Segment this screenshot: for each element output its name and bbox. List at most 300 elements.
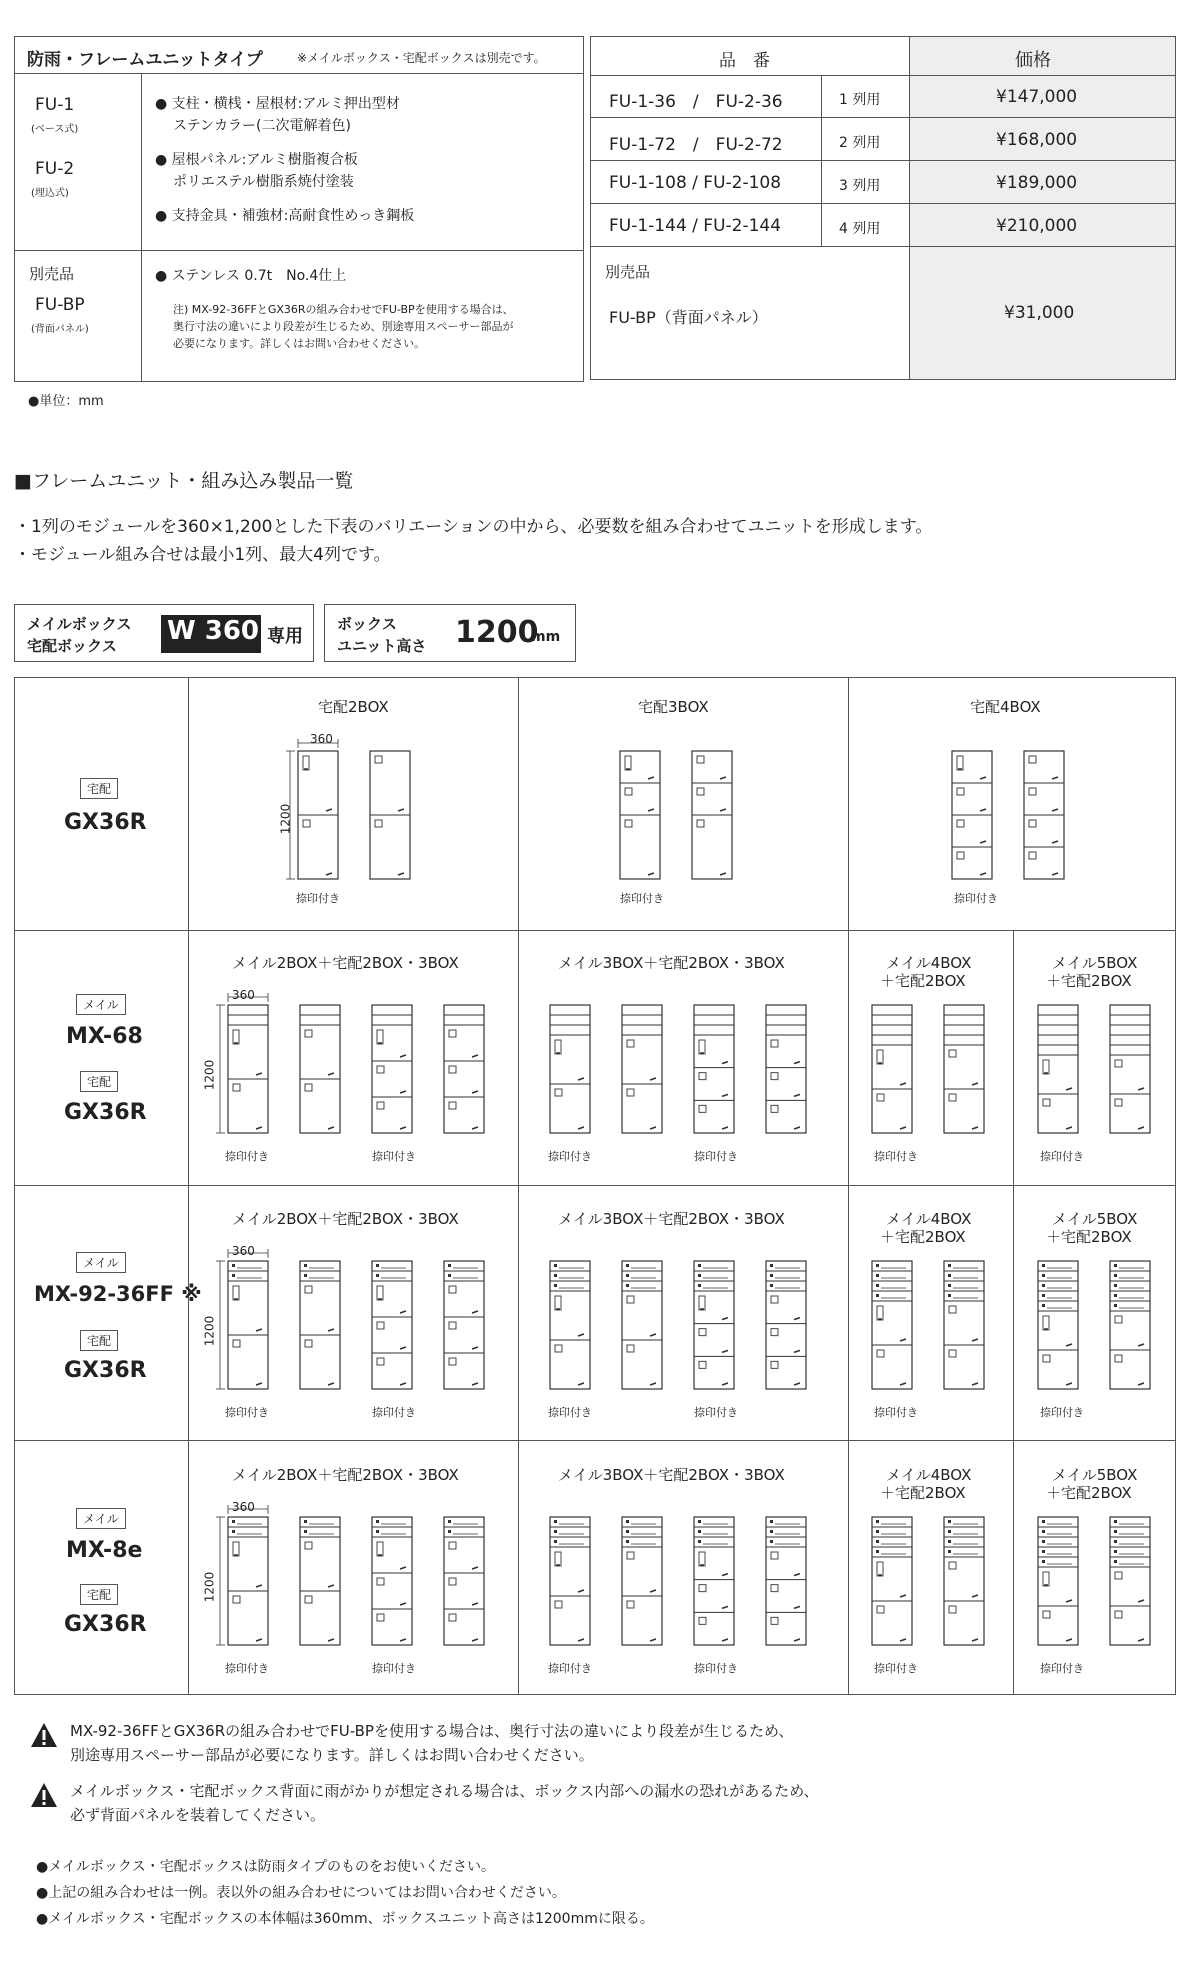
delivery-lock	[449, 1066, 456, 1073]
mail-slot	[770, 1284, 773, 1287]
mail-slot	[376, 1520, 379, 1523]
mail-slot	[876, 1264, 879, 1267]
mail-slot	[876, 1550, 879, 1553]
box-unit	[694, 1261, 734, 1389]
mail-slot	[554, 1284, 557, 1287]
price-option-model: FU-BP（背面パネル）	[609, 308, 768, 327]
box-unit	[694, 1005, 734, 1133]
delivery-lock	[305, 1030, 312, 1037]
delivery-lock	[627, 1040, 634, 1047]
box-unit	[228, 1517, 268, 1645]
delivery-lock	[375, 756, 382, 763]
product-name: GX36R	[64, 1358, 147, 1383]
delivery-lock	[699, 1040, 705, 1054]
delivery-lock	[555, 1345, 562, 1352]
combo-caption: メイル5BOX	[1052, 1466, 1138, 1484]
option-material: ● ステンレス 0.7t No.4仕上	[155, 268, 347, 284]
box-unit	[300, 1005, 340, 1133]
delivery-lock	[699, 1552, 705, 1566]
delivery-lock	[377, 1542, 383, 1556]
stamp-label: 捺印付き	[548, 1662, 592, 1675]
mail-slot	[1114, 1274, 1117, 1277]
mail-slot	[698, 1274, 701, 1277]
stamp-label: 捺印付き	[372, 1406, 416, 1419]
delivery-lock	[1115, 1316, 1122, 1323]
mail-slot	[698, 1520, 701, 1523]
delivery-lock	[449, 1030, 456, 1037]
mail-slot	[1042, 1274, 1045, 1277]
price-row-cols: 4 列用	[839, 221, 881, 237]
combo-caption: ＋宅配2BOX	[1046, 1484, 1132, 1502]
stamp-label: 捺印付き	[694, 1662, 738, 1675]
stamp-label: 捺印付き	[296, 892, 340, 905]
delivery-lock	[1115, 1060, 1122, 1067]
delivery-lock	[1029, 756, 1036, 763]
mail-slot	[1042, 1550, 1045, 1553]
box-unit	[622, 1005, 662, 1133]
delivery-lock	[1029, 788, 1036, 795]
delivery-lock	[949, 1606, 956, 1613]
delivery-lock	[697, 820, 704, 827]
badge-text: ユニット高さ	[337, 637, 427, 655]
stamp-label: 捺印付き	[874, 1662, 918, 1675]
delivery-lock	[877, 1562, 883, 1576]
delivery-lock	[949, 1306, 956, 1313]
delivery-lock	[1043, 1099, 1050, 1106]
delivery-lock	[555, 1089, 562, 1096]
footnote: ●メイルボックス・宅配ボックスは防雨タイプのものをお使いください。	[36, 1859, 495, 1875]
delivery-lock	[699, 1617, 706, 1624]
badge-text: メイルボックス	[27, 615, 132, 633]
dim-width-label: 360	[232, 1500, 255, 1514]
option-code: FU-BP	[35, 295, 85, 315]
price-option-price: ¥31,000	[1004, 303, 1075, 323]
delivery-lock	[377, 1578, 384, 1585]
warning-text: MX-92-36FFとGX36Rの組み合わせでFU-BPを使用する場合は、奥行寸法の違いにより段差が生じるため、	[70, 1722, 794, 1740]
delivery-lock	[699, 1361, 706, 1368]
mail-slot	[232, 1520, 235, 1523]
box-unit	[1110, 1005, 1150, 1133]
option-note: 奥行寸法の違いにより段差が生じるため、別途専用スペーサー部品が	[173, 320, 514, 333]
delivery-lock	[625, 756, 631, 770]
mail-slot	[1114, 1550, 1117, 1553]
price-row-price: ¥168,000	[996, 130, 1078, 150]
box-unit	[228, 1261, 268, 1389]
mail-slot	[626, 1530, 629, 1533]
delivery-lock	[1043, 1355, 1050, 1362]
delivery-lock	[377, 1030, 383, 1044]
mail-slot	[554, 1540, 557, 1543]
box-unit	[622, 1517, 662, 1645]
price-row-model: FU-1-144 / FU-2-144	[609, 216, 782, 236]
box-unit	[550, 1005, 590, 1133]
delivery-lock	[699, 1073, 706, 1080]
product-name: GX36R	[64, 1100, 147, 1125]
box-unit	[300, 1261, 340, 1389]
delivery-lock	[625, 820, 632, 827]
delivery-lock	[233, 1340, 240, 1347]
delivery-lock	[771, 1040, 778, 1047]
option-label: 別売品	[29, 265, 75, 283]
mail-slot	[626, 1274, 629, 1277]
mail-slot	[876, 1294, 879, 1297]
delivery-lock	[949, 1562, 956, 1569]
mail-slot	[698, 1284, 701, 1287]
delivery-lock	[233, 1542, 239, 1556]
price-option-label: 別売品	[605, 263, 651, 281]
model-code: FU-1	[35, 95, 75, 115]
material-item: ポリエステル樹脂系焼付塗装	[173, 174, 354, 190]
badge-only: 専用	[267, 626, 303, 647]
delivery-lock	[771, 1073, 778, 1080]
mail-slot	[770, 1530, 773, 1533]
delivery-lock	[555, 1296, 561, 1310]
warning-text: メイルボックス・宅配ボックス背面に雨がかりが想定される場合は、ボックス内部への漏水の恐れがあるため、	[70, 1782, 819, 1800]
delivery-lock	[449, 1286, 456, 1293]
box-unit	[694, 1517, 734, 1645]
delivery-lock	[957, 820, 964, 827]
mail-slot	[698, 1264, 701, 1267]
tag-delivery: 宅配	[80, 1071, 118, 1092]
mail-slot	[1042, 1284, 1045, 1287]
delivery-lock	[233, 1084, 240, 1091]
delivery-lock	[771, 1329, 778, 1336]
delivery-lock	[699, 1105, 706, 1112]
dim-width-label: 360	[232, 988, 255, 1002]
stamp-label: 捺印付き	[225, 1406, 269, 1419]
delivery-lock	[771, 1361, 778, 1368]
mail-slot	[1042, 1304, 1045, 1307]
mail-slot	[1114, 1284, 1117, 1287]
dim-width-label: 360	[310, 732, 333, 746]
delivery-lock	[627, 1089, 634, 1096]
price-row-cols: 3 列用	[839, 178, 881, 194]
warning-icon	[30, 1782, 58, 1808]
mail-slot	[554, 1530, 557, 1533]
price-row-cols: 2 列用	[839, 135, 881, 151]
mail-slot	[1114, 1520, 1117, 1523]
delivery-lock	[377, 1286, 383, 1300]
dim-height-label: 1200	[202, 1571, 217, 1603]
mail-slot	[626, 1284, 629, 1287]
option-sub: (背面パネル)	[31, 324, 89, 335]
delivery-lock	[625, 788, 632, 795]
footnote: ●上記の組み合わせは一例。表以外の組み合わせについてはお問い合わせください。	[36, 1885, 566, 1901]
combo-caption: メイル5BOX	[1052, 1210, 1138, 1228]
stamp-label: 捺印付き	[874, 1150, 918, 1163]
delivery-lock	[555, 1601, 562, 1608]
mail-slot	[232, 1264, 235, 1267]
badge-height: 1200	[455, 615, 539, 650]
mail-slot	[1114, 1264, 1117, 1267]
box-unit	[622, 1261, 662, 1389]
mail-slot	[1042, 1294, 1045, 1297]
product-name: MX-92-36FF ※	[34, 1282, 202, 1306]
warning-text: 必ず背面パネルを装着してください。	[70, 1806, 326, 1824]
stamp-label: 捺印付き	[225, 1662, 269, 1675]
delivery-lock	[1043, 1572, 1049, 1586]
mail-slot	[770, 1274, 773, 1277]
price-row-model: FU-1-36 / FU-2-36	[609, 92, 783, 112]
delivery-lock	[377, 1322, 384, 1329]
box-unit	[228, 1005, 268, 1133]
delivery-lock	[555, 1040, 561, 1054]
delivery-lock	[233, 1596, 240, 1603]
mail-slot	[554, 1274, 557, 1277]
delivery-lock	[771, 1296, 778, 1303]
material-item: ● 屋根パネル:アルミ樹脂複合板	[155, 152, 358, 168]
badge-text: 宅配ボックス	[27, 637, 117, 655]
delivery-lock	[1043, 1611, 1050, 1618]
option-note: 注) MX-92-36FFとGX36Rの組み合わせでFU-BPを使用する場合は、	[173, 303, 514, 316]
mail-slot	[948, 1264, 951, 1267]
option-note: 必要になります。詳しくはお問い合わせください。	[173, 337, 426, 350]
price-row-price: ¥210,000	[996, 216, 1078, 236]
delivery-lock	[305, 1596, 312, 1603]
combo-caption: ＋宅配2BOX	[1046, 972, 1132, 990]
spec-title-note: ※メイルボックス・宅配ボックスは別売です。	[297, 51, 546, 65]
mail-slot	[1114, 1540, 1117, 1543]
badge-unit: mm	[531, 629, 561, 645]
mail-slot	[948, 1294, 951, 1297]
delivery-lock	[957, 756, 963, 770]
delivery-lock	[949, 1050, 956, 1057]
price-row-model: FU-1-72 / FU-2-72	[609, 135, 783, 155]
product-name: MX-68	[66, 1024, 143, 1049]
combo-caption: ＋宅配2BOX	[880, 1228, 966, 1246]
delivery-lock	[305, 1286, 312, 1293]
delivery-lock	[697, 788, 704, 795]
delivery-lock	[449, 1358, 456, 1365]
stamp-label: 捺印付き	[372, 1150, 416, 1163]
mail-slot	[232, 1274, 235, 1277]
mail-slot	[376, 1274, 379, 1277]
stamp-label: 捺印付き	[548, 1150, 592, 1163]
mail-slot	[626, 1520, 629, 1523]
delivery-lock	[449, 1102, 456, 1109]
stamp-label: 捺印付き	[1040, 1150, 1084, 1163]
mail-slot	[1114, 1530, 1117, 1533]
tag-delivery: 宅配	[80, 778, 118, 799]
delivery-lock	[303, 820, 310, 827]
delivery-lock	[377, 1102, 384, 1109]
mail-slot	[1114, 1294, 1117, 1297]
mail-slot	[554, 1264, 557, 1267]
badge-width: W 360	[167, 616, 260, 646]
delivery-lock	[449, 1614, 456, 1621]
mail-slot	[376, 1530, 379, 1533]
box-unit	[944, 1261, 984, 1389]
combo-caption: メイル3BOX＋宅配2BOX・3BOX	[558, 1210, 785, 1228]
box-unit	[766, 1005, 806, 1133]
warning-text: 別途専用スペーサー部品が必要になります。詳しくはお問い合わせください。	[70, 1746, 594, 1764]
box-unit	[872, 1005, 912, 1133]
price-row-model: FU-1-108 / FU-2-108	[609, 173, 782, 193]
combo-caption: メイル4BOX	[886, 1210, 972, 1228]
delivery-lock	[1043, 1060, 1049, 1074]
box-unit	[872, 1517, 912, 1645]
delivery-lock	[305, 1084, 312, 1091]
delivery-lock	[1115, 1099, 1122, 1106]
combo-caption: 宅配4BOX	[970, 698, 1041, 716]
mail-slot	[876, 1520, 879, 1523]
tag-mail: メイル	[76, 1508, 126, 1529]
mail-slot	[1042, 1530, 1045, 1533]
mail-slot	[304, 1264, 307, 1267]
delivery-lock	[233, 1286, 239, 1300]
box-unit	[766, 1517, 806, 1645]
product-name: MX-8e	[66, 1538, 143, 1563]
stamp-label: 捺印付き	[620, 892, 664, 905]
mail-slot	[304, 1530, 307, 1533]
delivery-lock	[699, 1329, 706, 1336]
mail-slot	[948, 1530, 951, 1533]
mail-slot	[876, 1284, 879, 1287]
delivery-lock	[449, 1322, 456, 1329]
mail-slot	[770, 1520, 773, 1523]
delivery-lock	[771, 1585, 778, 1592]
stamp-label: 捺印付き	[874, 1406, 918, 1419]
combo-caption: ＋宅配2BOX	[880, 1484, 966, 1502]
box-unit	[872, 1261, 912, 1389]
delivery-lock	[555, 1552, 561, 1566]
mail-slot	[304, 1274, 307, 1277]
combo-caption: メイル4BOX	[886, 1466, 972, 1484]
box-unit	[766, 1261, 806, 1389]
delivery-lock	[1115, 1572, 1122, 1579]
box-unit	[944, 1517, 984, 1645]
material-item: ステンカラー(二次電解着色)	[173, 118, 351, 134]
delivery-lock	[949, 1350, 956, 1357]
price-row-cols: 1 列用	[839, 92, 881, 108]
combo-caption: ＋宅配2BOX	[880, 972, 966, 990]
mail-slot	[232, 1530, 235, 1533]
mail-slot	[554, 1520, 557, 1523]
warning-icon	[30, 1722, 58, 1748]
mail-slot	[948, 1550, 951, 1553]
mail-slot	[770, 1264, 773, 1267]
mail-slot	[698, 1540, 701, 1543]
mail-slot	[448, 1530, 451, 1533]
delivery-lock	[949, 1094, 956, 1101]
mail-slot	[1042, 1264, 1045, 1267]
delivery-lock	[233, 1030, 239, 1044]
combo-caption: 宅配3BOX	[638, 698, 709, 716]
mail-slot	[948, 1284, 951, 1287]
combo-caption: 宅配2BOX	[318, 698, 389, 716]
stamp-label: 捺印付き	[225, 1150, 269, 1163]
delivery-lock	[1043, 1316, 1049, 1330]
box-unit	[300, 1517, 340, 1645]
combo-caption: メイル2BOX＋宅配2BOX・3BOX	[232, 954, 459, 972]
delivery-lock	[305, 1340, 312, 1347]
delivery-lock	[771, 1617, 778, 1624]
dim-height-label: 1200	[202, 1315, 217, 1347]
combo-caption: メイル5BOX	[1052, 954, 1138, 972]
product-name: GX36R	[64, 810, 147, 835]
delivery-lock	[957, 788, 964, 795]
delivery-lock	[877, 1094, 884, 1101]
delivery-lock	[697, 756, 704, 763]
mail-slot	[626, 1264, 629, 1267]
delivery-lock	[877, 1606, 884, 1613]
mail-slot	[876, 1530, 879, 1533]
mail-slot	[448, 1520, 451, 1523]
mail-slot	[948, 1540, 951, 1543]
tag-delivery: 宅配	[80, 1584, 118, 1605]
box-unit	[1110, 1261, 1150, 1389]
delivery-lock	[377, 1614, 384, 1621]
delivery-lock	[303, 756, 309, 770]
mail-slot	[304, 1520, 307, 1523]
stamp-label: 捺印付き	[694, 1150, 738, 1163]
delivery-lock	[771, 1105, 778, 1112]
material-item: ● 支柱・横桟・屋根材:アルミ押出型材	[155, 96, 400, 112]
delivery-lock	[1115, 1611, 1122, 1618]
delivery-lock	[1029, 852, 1036, 859]
stamp-label: 捺印付き	[1040, 1662, 1084, 1675]
combo-caption: メイル4BOX	[886, 954, 972, 972]
combo-caption: ＋宅配2BOX	[1046, 1228, 1132, 1246]
box-unit	[1110, 1517, 1150, 1645]
box-unit	[944, 1005, 984, 1133]
delivery-lock	[377, 1358, 384, 1365]
price-header-model: 品 番	[719, 51, 770, 71]
mail-slot	[376, 1264, 379, 1267]
mail-slot	[1042, 1560, 1045, 1563]
delivery-lock	[375, 820, 382, 827]
delivery-lock	[627, 1345, 634, 1352]
material-item: ● 支持金具・補強材:高耐食性めっき鋼板	[155, 208, 415, 224]
unit-note: ●単位：mm	[28, 394, 104, 409]
delivery-lock	[627, 1601, 634, 1608]
delivery-lock	[699, 1585, 706, 1592]
mail-slot	[948, 1274, 951, 1277]
dim-width-label: 360	[232, 1244, 255, 1258]
delivery-lock	[877, 1306, 883, 1320]
price-row-price: ¥189,000	[996, 173, 1078, 193]
delivery-lock	[957, 852, 964, 859]
delivery-lock	[305, 1542, 312, 1549]
mail-slot	[698, 1530, 701, 1533]
delivery-lock	[449, 1578, 456, 1585]
delivery-lock	[1115, 1355, 1122, 1362]
delivery-lock	[627, 1296, 634, 1303]
mail-slot	[1042, 1540, 1045, 1543]
tag-mail: メイル	[76, 994, 126, 1015]
mail-slot	[876, 1274, 879, 1277]
stamp-label: 捺印付き	[954, 892, 998, 905]
combo-caption: メイル2BOX＋宅配2BOX・3BOX	[232, 1466, 459, 1484]
tag-mail: メイル	[76, 1252, 126, 1273]
mail-slot	[876, 1540, 879, 1543]
delivery-lock	[449, 1542, 456, 1549]
section-line: ・1列のモジュールを360×1,200とした下表のバリエーションの中から、必要数を組み合わせてユニットを形成します。	[14, 517, 933, 537]
spec-title: 防雨・フレームユニットタイプ	[27, 50, 263, 70]
dim-height-label: 1200	[278, 803, 293, 835]
delivery-lock	[877, 1050, 883, 1064]
box-unit	[550, 1261, 590, 1389]
combo-caption: メイル3BOX＋宅配2BOX・3BOX	[558, 1466, 785, 1484]
model-code: FU-2	[35, 159, 75, 179]
mail-slot	[448, 1274, 451, 1277]
mail-slot	[1114, 1560, 1117, 1563]
section-heading: ■フレームユニット・組み込み製品一覧	[14, 470, 354, 492]
stamp-label: 捺印付き	[1040, 1406, 1084, 1419]
mail-slot	[948, 1520, 951, 1523]
mail-slot	[448, 1264, 451, 1267]
combo-caption: メイル3BOX＋宅配2BOX・3BOX	[558, 954, 785, 972]
